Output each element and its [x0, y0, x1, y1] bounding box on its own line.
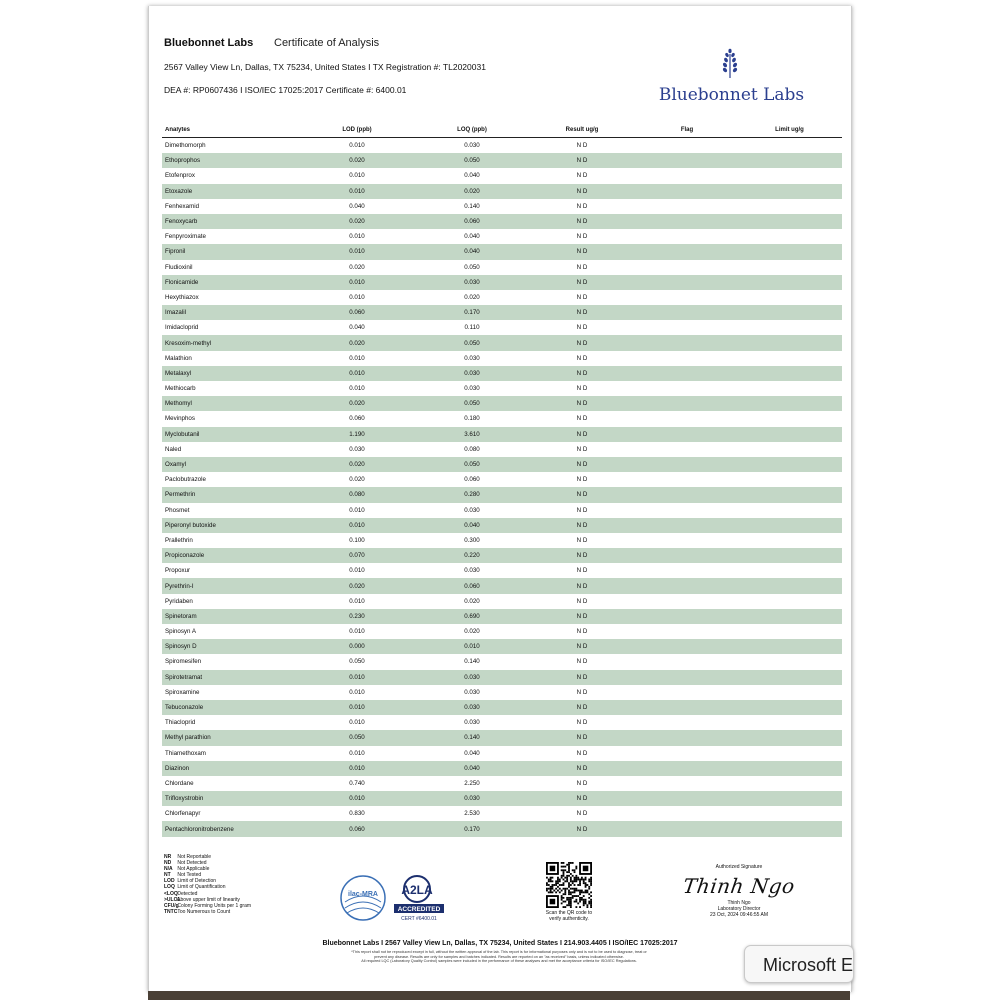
cell-lod: 0.010: [349, 369, 365, 377]
abbreviation-item: [164, 909, 314, 915]
abbreviation-meaning: Limit of Detection: [177, 878, 217, 885]
table-row: [162, 594, 842, 609]
abbreviation-code: ND: [164, 860, 172, 867]
cell-analyte: Etofenprox: [165, 172, 195, 180]
cell-result: N D: [576, 658, 588, 666]
table-row: [162, 457, 842, 472]
table-row: [162, 806, 842, 821]
cell-analyte: Metalaxyl: [165, 369, 192, 377]
cell-lod: 0.010: [349, 385, 365, 393]
table-row: [162, 351, 842, 366]
table-row: [162, 320, 842, 335]
cell-analyte: Mevinphos: [165, 415, 195, 423]
cell-analyte: Ethoprophos: [165, 157, 201, 165]
signature-date: 23 Oct, 2024 09:46:55 AM: [709, 912, 769, 918]
abbreviation-meaning: Not Applicable: [177, 866, 210, 873]
cell-analyte: Fenhexamid: [165, 202, 200, 210]
cell-lod: 0.010: [349, 278, 365, 286]
table-row: [162, 609, 842, 624]
col-header-loq: LOQ (ppb): [457, 126, 487, 133]
qr-caption-line-2: verify authenticity.: [549, 916, 589, 922]
cell-result: N D: [576, 567, 588, 575]
abbreviation-code: LOD: [164, 878, 175, 885]
table-row: [162, 685, 842, 700]
cell-loq: 0.020: [464, 293, 480, 301]
cell-lod: 0.010: [349, 233, 365, 241]
cell-loq: 0.690: [464, 612, 480, 620]
cell-loq: 0.080: [464, 445, 480, 453]
cell-loq: 2.250: [464, 779, 480, 787]
cell-loq: 0.050: [464, 339, 480, 347]
footer-note-line-1: *This report shall not be reproduced except in full, without the written approval of the lab. This report is for informational purposes only and is not to be used to diagnose, treat or: [351, 950, 647, 954]
cell-loq: 0.180: [464, 415, 480, 423]
signature-label: Authorized Signature: [715, 864, 763, 870]
abbreviation-code: <LOQ: [164, 890, 178, 897]
cell-result: N D: [576, 369, 588, 377]
abbreviation-code: N/A: [164, 866, 173, 873]
cell-lod: 0.010: [349, 142, 365, 150]
cell-result: N D: [576, 263, 588, 271]
cell-loq: 0.140: [464, 202, 480, 210]
cell-loq: 0.040: [464, 248, 480, 256]
cell-result: N D: [576, 688, 588, 696]
cell-result: N D: [576, 521, 588, 529]
cell-loq: 0.010: [464, 643, 480, 651]
cell-lod: 0.010: [349, 567, 365, 575]
cell-result: N D: [576, 157, 588, 165]
cell-analyte: Spiroxamine: [165, 688, 200, 696]
cell-loq: 0.280: [464, 491, 480, 499]
qr-code-block: [535, 862, 603, 922]
cell-lod: 0.020: [349, 461, 365, 469]
cell-analyte: Fludioxinil: [165, 263, 193, 271]
cell-lod: 0.060: [349, 415, 365, 423]
cell-result: N D: [576, 582, 588, 590]
qr-caption: [535, 910, 603, 922]
cell-lod: 0.010: [349, 187, 365, 195]
cell-loq: 0.040: [464, 172, 480, 180]
cell-loq: 0.030: [464, 506, 480, 514]
table-row: [162, 578, 842, 593]
cell-lod: 0.010: [349, 248, 365, 256]
table-row: [162, 746, 842, 761]
pesticide-results-table: [162, 122, 842, 837]
cell-analyte: Imidacloprid: [165, 324, 199, 332]
cell-analyte: Pyrethrin-I: [165, 582, 194, 590]
table-row: [162, 791, 842, 806]
table-row: [162, 168, 842, 183]
table-row: [162, 411, 842, 426]
cell-lod: 0.020: [349, 263, 365, 271]
background-strip: [148, 991, 850, 1000]
cell-lod: 0.020: [349, 400, 365, 408]
taskbar-tooltip[interactable]: Microsoft E: [744, 945, 854, 983]
cell-loq: 0.050: [464, 263, 480, 271]
cell-result: N D: [576, 461, 588, 469]
cell-analyte: Dimethomorph: [165, 142, 206, 150]
cell-result: N D: [576, 202, 588, 210]
abbreviation-meaning: Colony Forming Units per 1 gram: [177, 902, 252, 909]
table-row: [162, 503, 842, 518]
table-row: [162, 518, 842, 533]
cell-loq: 0.020: [464, 187, 480, 195]
table-row: [162, 776, 842, 791]
cell-loq: 0.170: [464, 309, 480, 317]
cell-lod: 0.080: [349, 491, 365, 499]
cell-result: N D: [576, 491, 588, 499]
cell-result: N D: [576, 779, 588, 787]
cell-loq: 0.040: [464, 521, 480, 529]
table-row: [162, 533, 842, 548]
cell-loq: 0.030: [464, 719, 480, 727]
cell-lod: 0.050: [349, 734, 365, 742]
cell-loq: 0.040: [464, 749, 480, 757]
abbreviation-code: CFU/g: [164, 902, 179, 909]
table-row: [162, 487, 842, 502]
table-row: [162, 442, 842, 457]
cell-result: N D: [576, 825, 588, 833]
cell-lod: 0.830: [349, 810, 365, 818]
abbreviation-meaning: Detected: [177, 890, 198, 897]
cell-result: N D: [576, 218, 588, 226]
cell-result: N D: [576, 278, 588, 286]
cell-analyte: Thiamethoxam: [165, 749, 206, 757]
abbreviation-code: NR: [164, 854, 172, 860]
cell-lod: 0.010: [349, 521, 365, 529]
table-row: [162, 715, 842, 730]
table-row: [162, 427, 842, 442]
col-header-analytes: Analytes: [165, 126, 191, 133]
cell-analyte: Spiromesifen: [165, 658, 202, 666]
a2la-accredited-logo: [394, 876, 444, 922]
abbreviation-meaning: Not Detected: [177, 860, 207, 867]
bluebonnet-flower-icon: [719, 48, 741, 78]
table-row: [162, 138, 842, 153]
cell-analyte: Chlorfenapyr: [165, 810, 201, 818]
cell-loq: 0.030: [464, 704, 480, 712]
cell-loq: 0.030: [464, 567, 480, 575]
cell-result: N D: [576, 430, 588, 438]
cell-result: N D: [576, 400, 588, 408]
cell-analyte: Methomyl: [165, 400, 192, 408]
cell-analyte: Diazinon: [165, 764, 190, 772]
cell-analyte: Pentachloronitrobenzene: [165, 825, 234, 833]
cell-analyte: Chlordane: [165, 779, 194, 787]
cell-loq: 0.040: [464, 764, 480, 772]
table-row: [162, 260, 842, 275]
cell-loq: 0.030: [464, 278, 480, 286]
cell-result: N D: [576, 734, 588, 742]
col-header-limit: Limit ug/g: [775, 126, 804, 133]
cell-analyte: Spinetoram: [165, 612, 197, 620]
table-row: [162, 214, 842, 229]
signatory-info: [679, 900, 799, 918]
signature-block: [679, 864, 799, 918]
cell-lod: 0.010: [349, 764, 365, 772]
table-row: [162, 305, 842, 320]
cell-loq: 0.030: [464, 142, 480, 150]
table-row: [162, 624, 842, 639]
cell-lod: 0.040: [349, 324, 365, 332]
footer-note-line-2: prevent any disease. Results are only for samples and batches indicated. Results are reported on an "as received" basis, unless indicated otherwise.: [374, 954, 624, 959]
cell-analyte: Propiconazole: [165, 552, 205, 560]
table-row: [162, 244, 842, 259]
cell-loq: 0.030: [464, 673, 480, 681]
signatory-title: Laboratory Director: [717, 906, 761, 912]
table-row: [162, 761, 842, 776]
table-body: [162, 138, 842, 837]
cell-loq: 0.050: [464, 157, 480, 165]
cell-analyte: Tebuconazole: [165, 704, 204, 712]
signatory-name: Thinh Ngo: [727, 900, 751, 906]
cell-result: N D: [576, 673, 588, 681]
cell-analyte: Thiacloprid: [165, 719, 196, 727]
cell-loq: 2.530: [464, 810, 480, 818]
cell-loq: 0.040: [464, 233, 480, 241]
cell-analyte: Malathion: [165, 354, 192, 362]
abbreviation-meaning: Above upper limit of linearity: [177, 896, 240, 903]
cell-analyte: Spinosyn D: [165, 643, 197, 651]
cell-loq: 0.300: [464, 536, 480, 544]
table-row: [162, 290, 842, 305]
cell-lod: 0.010: [349, 293, 365, 301]
abbreviation-meaning: Not Reportable: [177, 854, 212, 860]
cell-result: N D: [576, 536, 588, 544]
cell-analyte: Spinosyn A: [165, 628, 196, 636]
cert-number-text: CERT #6400.01: [401, 916, 437, 922]
table-row: [162, 366, 842, 381]
abbreviation-legend: [164, 854, 314, 915]
table-row: [162, 396, 842, 411]
cell-analyte: Fenpyroximate: [165, 233, 206, 241]
cell-analyte: Permethrin: [165, 491, 196, 499]
cell-lod: 0.010: [349, 688, 365, 696]
cell-result: N D: [576, 354, 588, 362]
abbreviation-code: NT: [164, 872, 171, 879]
cell-lod: 0.740: [349, 779, 365, 787]
cell-result: N D: [576, 795, 588, 803]
cell-lod: 0.070: [349, 552, 365, 560]
cell-result: N D: [576, 445, 588, 453]
cell-analyte: Hexythiazox: [165, 293, 199, 301]
cell-analyte: Pyridaben: [165, 597, 193, 605]
cell-analyte: Trifloxystrobin: [165, 795, 204, 803]
cell-lod: 0.010: [349, 704, 365, 712]
svg-text:A2LA: A2LA: [401, 883, 433, 897]
cell-loq: 0.220: [464, 552, 480, 560]
cell-loq: 0.020: [464, 628, 480, 636]
col-header-result: Result ug/g: [565, 126, 599, 133]
abbreviation-meaning: Not Tested: [177, 872, 202, 879]
table-row: [162, 153, 842, 168]
cell-result: N D: [576, 415, 588, 423]
cell-lod: 0.010: [349, 673, 365, 681]
col-header-flag: Flag: [680, 126, 694, 133]
cell-analyte: Methyl parathion: [165, 734, 211, 742]
col-header-lod: LOD (ppb): [342, 126, 372, 133]
cell-lod: 0.020: [349, 157, 365, 165]
document-title: Certificate of Analysis: [274, 37, 380, 49]
cell-loq: 0.060: [464, 218, 480, 226]
table-row: [162, 670, 842, 685]
cell-lod: 0.010: [349, 597, 365, 605]
cell-result: N D: [576, 597, 588, 605]
cell-loq: 0.140: [464, 658, 480, 666]
lab-address: 2567 Valley View Ln, Dallas, TX 75234, United States I TX Registration #: TL2020031: [164, 62, 486, 72]
handwritten-signature: Thinh Ngo: [681, 874, 797, 898]
cell-result: N D: [576, 142, 588, 150]
footer-note-line-3: All required LQC (Laboratory Quality Control) samples were included in the performance of these analyses and met the acceptance criteria for ISO/IEC Regulations.: [361, 959, 637, 964]
cell-result: N D: [576, 764, 588, 772]
table-row: [162, 335, 842, 350]
accreditation-badges: [339, 872, 454, 924]
cell-lod: 1.190: [349, 430, 365, 438]
cell-lod: 0.030: [349, 445, 365, 453]
cell-loq: 0.020: [464, 597, 480, 605]
cell-result: N D: [576, 233, 588, 241]
cell-analyte: Oxamyl: [165, 461, 186, 469]
cell-loq: 0.060: [464, 476, 480, 484]
lab-registration: DEA #: RP0607436 I ISO/IEC 17025:2017 Certificate #: 6400.01: [164, 85, 407, 95]
cell-analyte: Phosmet: [165, 506, 190, 514]
table-row: [162, 700, 842, 715]
cell-analyte: Fipronil: [165, 248, 186, 256]
table-row: [162, 229, 842, 244]
cell-analyte: Paclobutrazole: [165, 476, 206, 484]
cell-result: N D: [576, 719, 588, 727]
cell-analyte: Methiocarb: [165, 385, 196, 393]
cell-lod: 0.010: [349, 172, 365, 180]
table-row: [162, 472, 842, 487]
cell-lod: 0.060: [349, 825, 365, 833]
cell-result: N D: [576, 187, 588, 195]
cell-result: N D: [576, 506, 588, 514]
cell-lod: 0.010: [349, 719, 365, 727]
cell-lod: 0.050: [349, 658, 365, 666]
cell-result: N D: [576, 309, 588, 317]
table-row: [162, 184, 842, 199]
abbreviation-code: >ULOL: [164, 896, 181, 903]
cell-loq: 0.030: [464, 354, 480, 362]
cell-result: N D: [576, 612, 588, 620]
cell-result: N D: [576, 643, 588, 651]
cell-lod: 0.010: [349, 506, 365, 514]
cell-loq: 0.050: [464, 461, 480, 469]
abbreviation-code: LOQ: [164, 884, 175, 891]
cell-result: N D: [576, 339, 588, 347]
cell-result: N D: [576, 476, 588, 484]
cell-result: N D: [576, 385, 588, 393]
cell-lod: 0.020: [349, 218, 365, 226]
cell-lod: 0.010: [349, 749, 365, 757]
cell-loq: 0.060: [464, 582, 480, 590]
cell-analyte: Naled: [165, 445, 182, 453]
cell-lod: 0.000: [349, 643, 365, 651]
cell-analyte: Imazalil: [165, 309, 186, 317]
abbreviation-meaning: Limit of Quantification: [177, 884, 226, 891]
cell-lod: 0.100: [349, 536, 365, 544]
cell-loq: 0.030: [464, 385, 480, 393]
cell-lod: 0.230: [349, 612, 365, 620]
footer-address: Bluebonnet Labs I 2567 Valley View Ln, Dallas, TX 75234, United States I 214.903.4405 I ISO/IEC 17025:2017: [322, 940, 678, 947]
qr-caption-line-1: Scan the QR code to: [545, 910, 593, 916]
cell-result: N D: [576, 248, 588, 256]
cell-lod: 0.020: [349, 582, 365, 590]
footer-disclaimer: [269, 950, 729, 964]
ilac-mra-logo: [341, 876, 385, 920]
cell-loq: 0.030: [464, 688, 480, 696]
cell-result: N D: [576, 704, 588, 712]
abbreviation-meaning: Too Numerous to Count: [177, 908, 231, 915]
table-row: [162, 639, 842, 654]
cell-result: N D: [576, 552, 588, 560]
lab-name: Bluebonnet Labs: [164, 37, 254, 49]
cell-result: N D: [576, 810, 588, 818]
cell-loq: 3.610: [464, 430, 480, 438]
coa-page: [148, 6, 852, 992]
ilac-text: ilac-MRA: [348, 891, 378, 898]
table-row: [162, 563, 842, 578]
cell-loq: 0.170: [464, 825, 480, 833]
cell-analyte: Propoxur: [165, 567, 191, 575]
table-row: [162, 654, 842, 669]
cell-result: N D: [576, 293, 588, 301]
abbreviation-code: TNTC: [164, 908, 178, 915]
cell-loq: 0.050: [464, 400, 480, 408]
cell-analyte: Kresoxim-methyl: [165, 339, 212, 347]
cell-lod: 0.040: [349, 202, 365, 210]
cell-loq: 0.140: [464, 734, 480, 742]
lab-logo-text: Bluebonnet Labs: [658, 85, 805, 105]
cell-lod: 0.020: [349, 339, 365, 347]
qr-code-icon[interactable]: [546, 862, 592, 908]
cell-analyte: Fenoxycarb: [165, 218, 198, 226]
cell-lod: 0.010: [349, 628, 365, 636]
cell-analyte: Etoxazole: [165, 187, 193, 195]
table-row: [162, 730, 842, 745]
cell-lod: 0.060: [349, 309, 365, 317]
cell-analyte: Spirotetramat: [165, 673, 203, 681]
cell-loq: 0.110: [464, 324, 480, 332]
table-row: [162, 821, 842, 836]
cell-analyte: Prallethrin: [165, 536, 193, 544]
cell-result: N D: [576, 324, 588, 332]
cell-result: N D: [576, 749, 588, 757]
cell-analyte: Flonicamide: [165, 278, 199, 286]
cell-lod: 0.010: [349, 354, 365, 362]
cell-result: N D: [576, 172, 588, 180]
table-row: [162, 199, 842, 214]
cell-loq: 0.030: [464, 369, 480, 377]
cell-lod: 0.020: [349, 476, 365, 484]
cell-lod: 0.010: [349, 795, 365, 803]
accredited-text: ACCREDITED: [397, 906, 441, 913]
cell-analyte: Myclobutanil: [165, 430, 200, 438]
cell-analyte: Piperonyl butoxide: [165, 521, 216, 529]
cell-result: N D: [576, 628, 588, 636]
table-row: [162, 548, 842, 563]
table-row: [162, 275, 842, 290]
cell-loq: 0.030: [464, 795, 480, 803]
table-header-row: [162, 122, 842, 138]
table-row: [162, 381, 842, 396]
